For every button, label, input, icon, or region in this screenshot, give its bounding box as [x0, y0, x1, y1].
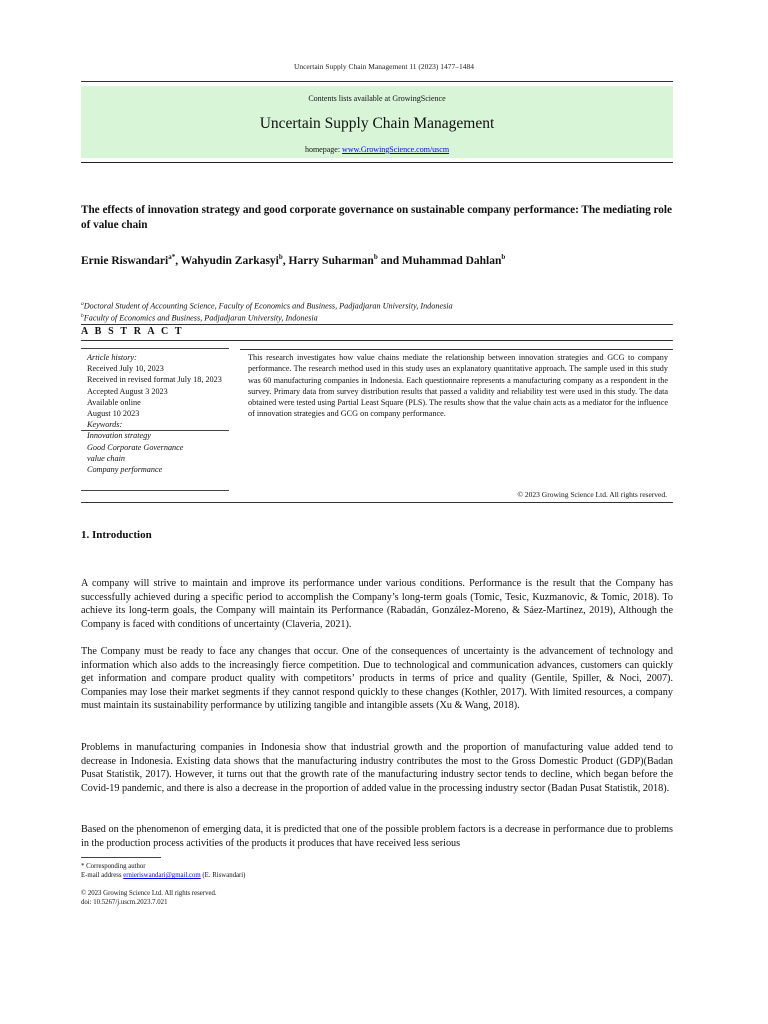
author-and: and [377, 254, 403, 267]
author-name: Ernie Riswandari [81, 254, 169, 267]
abstract-copyright: © 2023 Growing Science Ltd. All rights reserved. [517, 490, 667, 499]
affiliation-mark: b [81, 313, 84, 319]
author-name: Muhammad Dahlan [402, 254, 502, 267]
abstract-heading: A B S T R A C T [81, 326, 184, 337]
sidebar-top-rule [81, 348, 229, 349]
affiliation-text: Faculty of Economics and Business, Padjadjaran University, Indonesia [83, 313, 318, 323]
corresponding-author-note: * Corresponding author [81, 863, 146, 870]
footnote-rule [81, 857, 161, 858]
affiliation-mark: a [81, 301, 84, 307]
history-item: August 10 2023 [87, 409, 140, 419]
intro-paragraph: Problems in manufacturing companies in Indonesia show that industrial growth and the proportion of manufacturing value added tend to decrease in Indonesia. Existing data shows that the manufacturing industry contributes the most to the Gross Domestic Product (GDP)(Badan Pusat Statistik, 2017). However, it turns out that the growth rate of the manufacturing industry sector tends to decline, which began before the Covid-19 pandemic, and there is also a decrease in the proportion of added value in the processing industry sector (Badan Pusat Statistik, 2018). [81, 742, 673, 794]
email-owner: (E. Riswandari) [200, 872, 246, 879]
header-rule [81, 81, 673, 82]
author-affiliation-mark: b [373, 253, 378, 261]
intro-paragraph: The Company must be ready to face any changes that occur. One of the consequences of uncertainty is the advancement of technology and information which also adds to the increasingly fierce competition. Due to technological and communication advances, customers can quickly get information and compare product quality with competitors’ products in terms of price and quality (Gentile, Spiller, & Noci, 2007). Companies may lose their market segments if they cannot respond quickly to these changes (Kothler, 2017). With limited resources, a company must maintain its sustainability performance by utilizing tangible and intangible assets (Xu & Wang, 2018). [81, 646, 673, 712]
intro-paragraph: Based on the phenomenon of emerging data, it is predicted that one of the possible problem factors is a decrease in performance due to problems in the production process activities of the products it produces that have received less serious [81, 824, 673, 849]
keywords-label: Keywords: [87, 420, 123, 430]
affiliation-text: Doctoral Student of Accounting Science, Faculty of Economics and Business, Padjadjaran University, Indonesia [83, 301, 453, 311]
keyword-item: Company performance [87, 465, 163, 475]
sidebar-bottom-rule [81, 490, 229, 491]
keyword-item: Good Corporate Governance [87, 442, 184, 452]
intro-paragraph: A company will strive to maintain and improve its performance under various conditions. Performance is the result that the Company has successfully achieved during a specific period to accomplish the Company’s long-term goals (Tomic, Tesic, Kuzmanovic, & Tomic, 2018). To achieve its long-term goals, the Company will maintain its Performance (Rabadán, González-Moreno, & Sáez-Martínez, 2019), Although the Company is faced with conditions of uncertainty (Claveria, 2021). [81, 578, 673, 630]
running-head: Uncertain Supply Chain Management 11 (2023) 1477–1484 [293, 62, 475, 71]
history-item: Received in revised format July 18, 2023 [87, 375, 222, 385]
homepage-link[interactable]: www.GrowingScience.com/uscm [342, 145, 450, 154]
contents-available: Contents lists available at GrowingScience [308, 94, 446, 103]
journal-banner [81, 86, 673, 158]
paper-title: The effects of innovation strategy and good corporate governance on sustainable company performance: The mediating role of value chain [81, 204, 672, 231]
author-separator: , [282, 254, 289, 267]
author-affiliation-mark: b [501, 253, 506, 261]
email-footnote [81, 871, 245, 880]
affiliation-b [81, 313, 681, 323]
email-label: E-mail address [81, 872, 124, 879]
author-name: Harry Suharman [288, 254, 374, 267]
doi: doi: 10.5267/j.uscm.2023.7.021 [81, 899, 168, 906]
introduction-heading: 1. Introduction [81, 529, 152, 541]
author-list [81, 253, 681, 267]
abstract-text-rule [240, 349, 673, 350]
abstract-rule [81, 340, 673, 341]
affiliation-a [81, 301, 681, 311]
author-affiliation-mark: b [278, 253, 283, 261]
keyword-item: Innovation strategy [87, 431, 151, 441]
article-info-sidebar [87, 352, 227, 475]
journal-title: Uncertain Supply Chain Management [259, 115, 495, 132]
sidebar-mid-rule [81, 430, 229, 431]
affiliation-rule [81, 324, 673, 325]
history-item: Available online [87, 397, 141, 407]
homepage-label: homepage: [304, 145, 343, 154]
author-name: Wahyudin Zarkasyi [180, 254, 279, 267]
email-link[interactable]: ernieriswandari@gmail.com [123, 872, 201, 879]
abstract-bottom-rule [81, 502, 673, 503]
keyword-item: value chain [87, 453, 125, 463]
history-item: Received July 10, 2023 [87, 364, 164, 374]
article-history-label: Article history: [87, 353, 137, 362]
history-item: Accepted August 3 2023 [87, 386, 168, 396]
banner-rule [81, 162, 673, 163]
author-separator: , [175, 254, 181, 267]
journal-homepage [81, 145, 673, 154]
author-affiliation-mark: a* [168, 253, 176, 261]
abstract-text: This research investigates how value chains mediate the relationship between innovation strategies and GCG to company performance. The research method used in this study uses an explanatory quantitative approach. The sample used in this study was 60 manufacturing companies in Indonesia. Each questionnaire represents a manufacturing company as a respondent in the survey. Primary data from survey distribution results that passed a validity and reliability test were used in this study. The data obtained were tested using Partial Least Square (PLS). The results show that the value chain acts as a mediator for the influence of innovation strategies and GCG on company performance. [248, 353, 668, 419]
footer-copyright: © 2023 Growing Science Ltd. All rights reserved. [81, 890, 217, 897]
